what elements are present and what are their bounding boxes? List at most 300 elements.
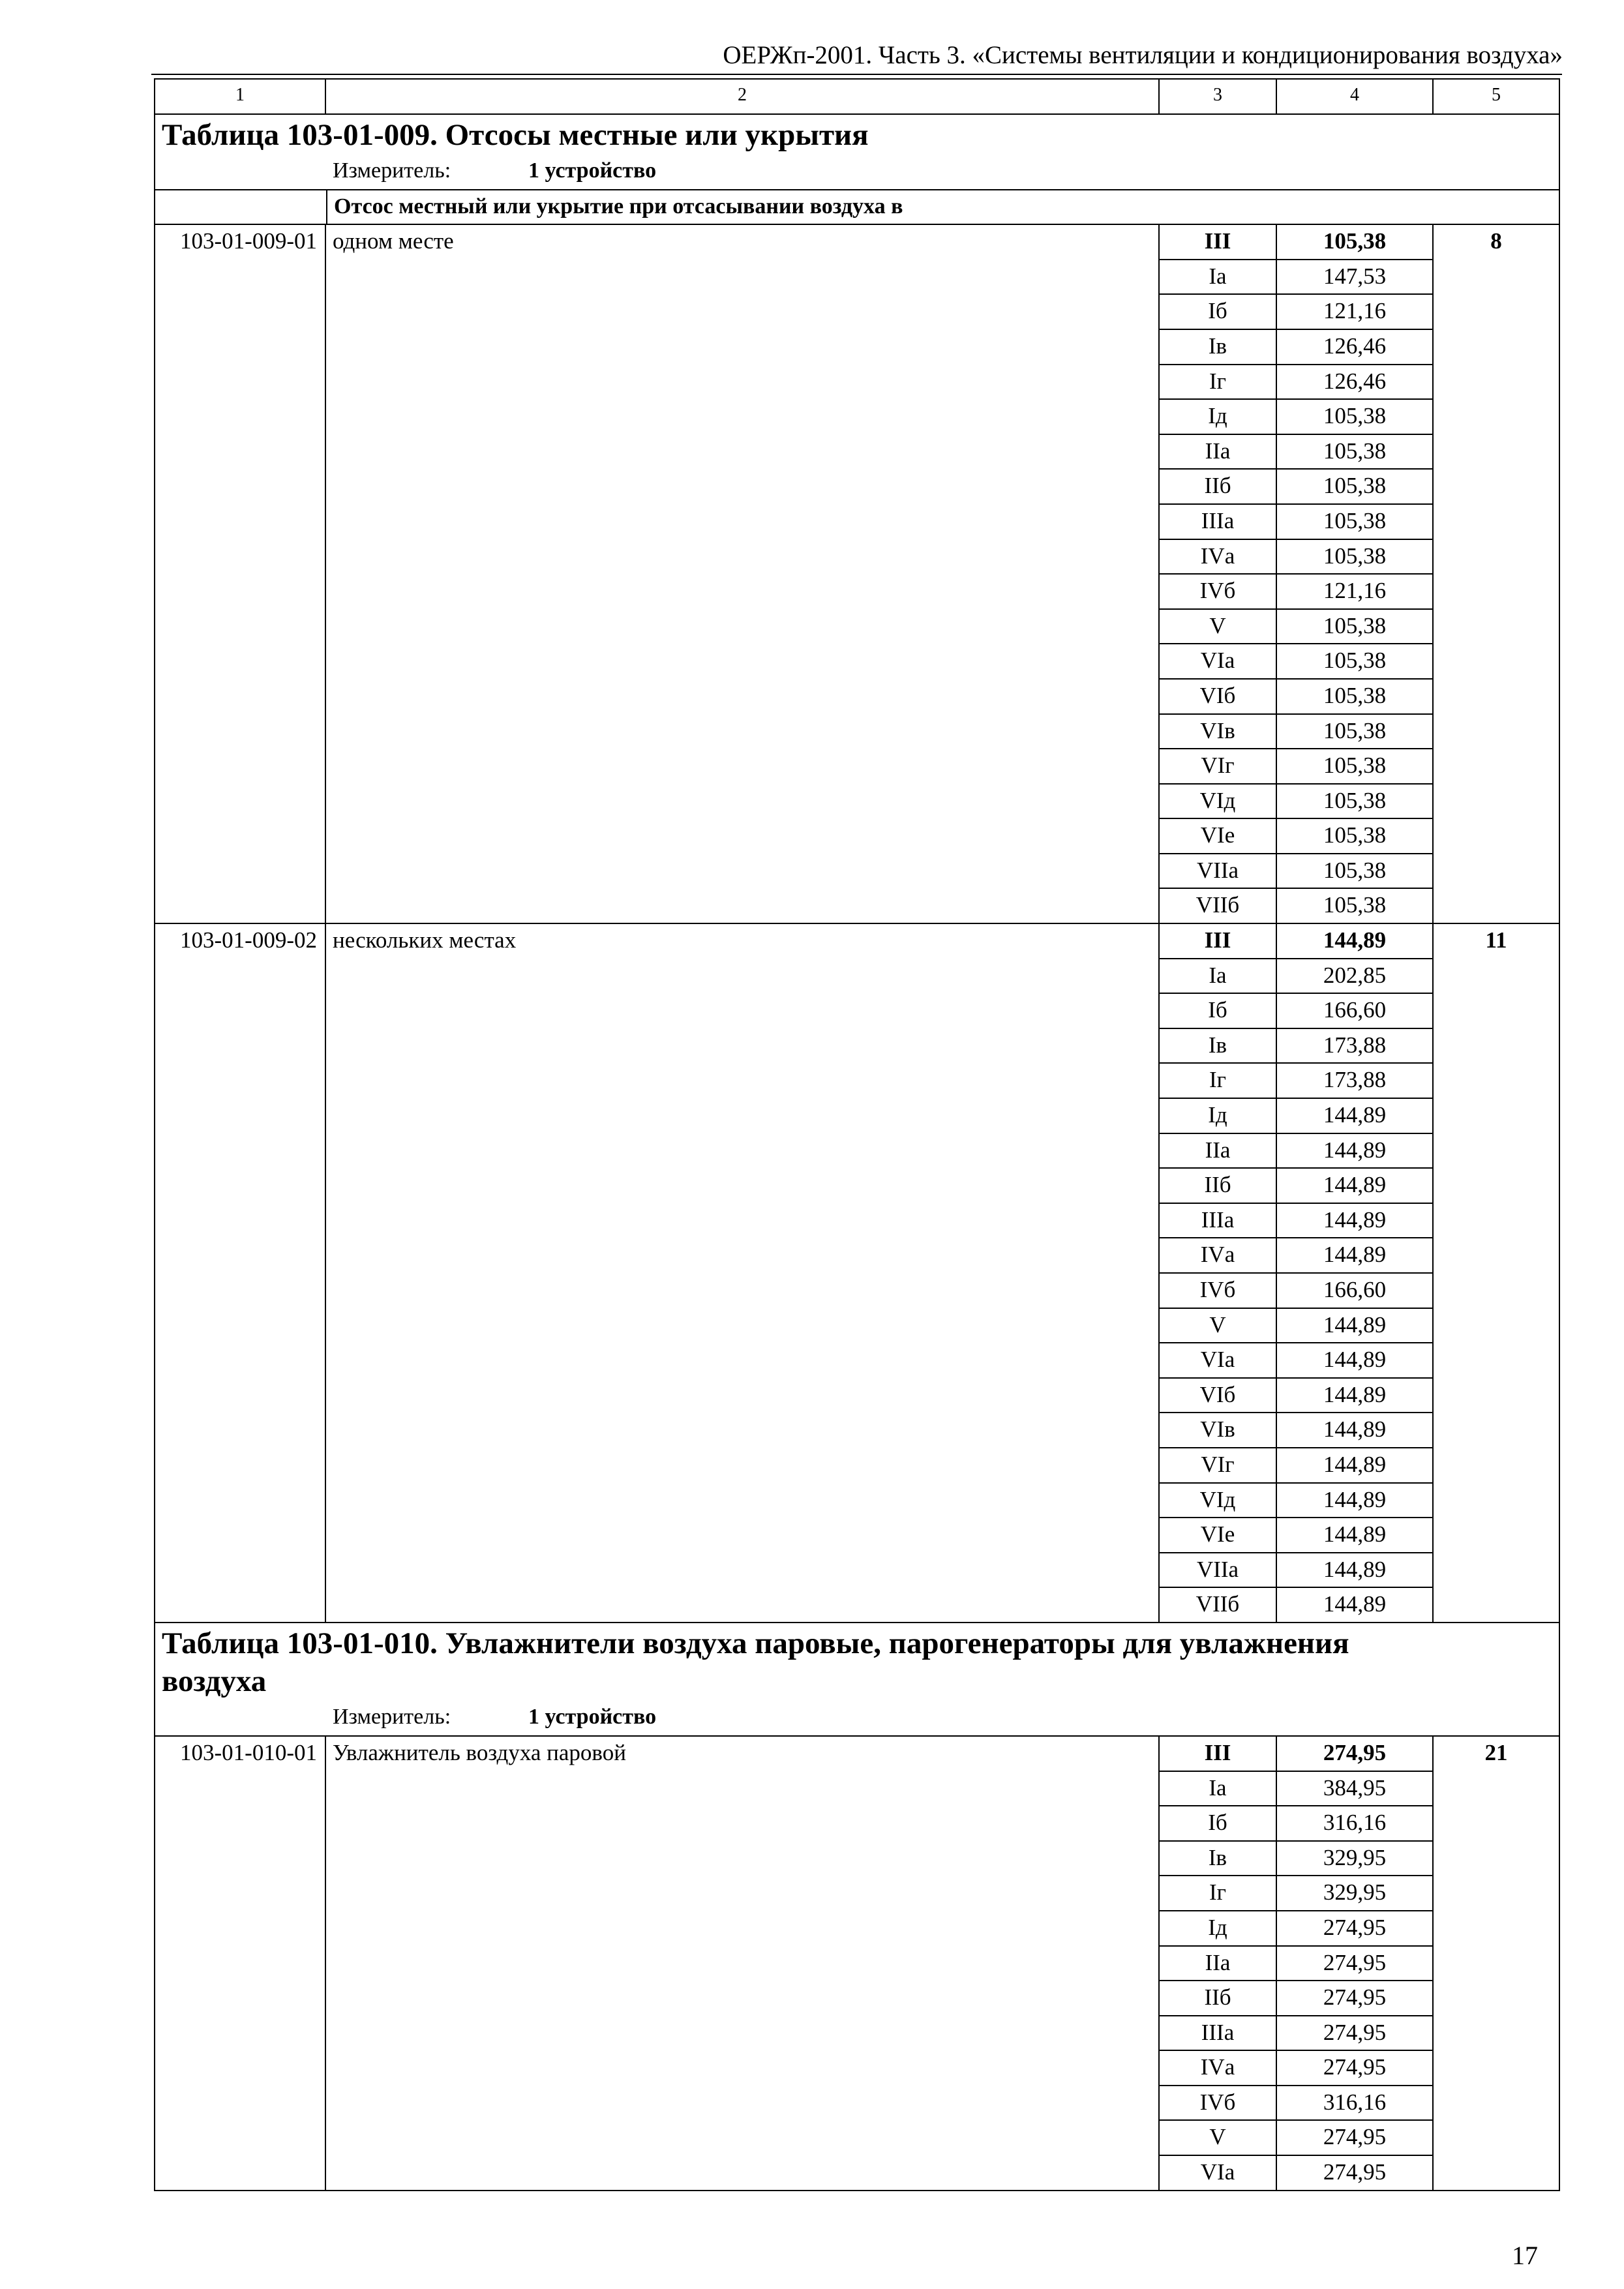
col5-cell bbox=[1432, 468, 1560, 503]
value-cell: 147,53 bbox=[1276, 259, 1432, 294]
item-name bbox=[325, 293, 1158, 329]
table-section-header bbox=[154, 1622, 1560, 1735]
item-name bbox=[325, 1308, 1158, 1343]
item-code bbox=[154, 1062, 325, 1098]
col5-cell bbox=[1432, 398, 1560, 434]
value-cell: 144,89 bbox=[1276, 1342, 1432, 1377]
zone-cell: III bbox=[1158, 923, 1276, 958]
item-code bbox=[154, 748, 325, 783]
item-name bbox=[325, 783, 1158, 818]
col5-cell bbox=[1432, 748, 1560, 783]
table-row bbox=[154, 923, 1560, 958]
col5-cell bbox=[1432, 1587, 1560, 1622]
item-name bbox=[325, 2085, 1158, 2120]
table-row bbox=[154, 1237, 1560, 1272]
value-cell: 274,95 bbox=[1276, 2155, 1432, 2190]
zone-cell: IVб bbox=[1158, 2085, 1276, 2120]
table-row bbox=[154, 1517, 1560, 1552]
zone-cell: IIа bbox=[1158, 434, 1276, 469]
item-code bbox=[154, 608, 325, 644]
value-cell: 105,38 bbox=[1276, 608, 1432, 644]
item-name bbox=[325, 748, 1158, 783]
value-cell: 274,95 bbox=[1276, 1735, 1432, 1771]
item-name bbox=[325, 1237, 1158, 1272]
zone-cell: IIа bbox=[1158, 1133, 1276, 1168]
table-row bbox=[154, 1735, 1560, 1771]
col5-cell: 11 bbox=[1432, 923, 1560, 958]
table-row bbox=[154, 1377, 1560, 1413]
item-block bbox=[154, 1735, 1560, 2190]
table-row bbox=[154, 434, 1560, 469]
item-code bbox=[154, 1945, 325, 1981]
value-cell: 105,38 bbox=[1276, 888, 1432, 923]
value-cell: 274,95 bbox=[1276, 2050, 1432, 2085]
col5-cell bbox=[1432, 1272, 1560, 1308]
table-row bbox=[154, 539, 1560, 574]
col5-cell bbox=[1432, 1840, 1560, 1876]
column-number: 4 bbox=[1276, 78, 1432, 113]
item-code bbox=[154, 2085, 325, 2120]
item-code bbox=[154, 1203, 325, 1238]
item-name bbox=[325, 573, 1158, 608]
zone-cell: VIа bbox=[1158, 643, 1276, 678]
item-name bbox=[325, 329, 1158, 364]
item-name bbox=[325, 678, 1158, 713]
item-code bbox=[154, 643, 325, 678]
item-name bbox=[325, 1805, 1158, 1840]
col5-cell bbox=[1432, 1805, 1560, 1840]
item-code bbox=[154, 888, 325, 923]
item-code bbox=[154, 1133, 325, 1168]
value-cell: 274,95 bbox=[1276, 1945, 1432, 1981]
table-row bbox=[154, 1875, 1560, 1910]
item-name bbox=[325, 1447, 1158, 1482]
col5-cell bbox=[1432, 1308, 1560, 1343]
col5-cell bbox=[1432, 608, 1560, 644]
zone-cell: VIд bbox=[1158, 783, 1276, 818]
item-code bbox=[154, 818, 325, 853]
col5-cell bbox=[1432, 2119, 1560, 2155]
zone-cell: Iд bbox=[1158, 1098, 1276, 1133]
table-row bbox=[154, 364, 1560, 399]
value-cell: 173,88 bbox=[1276, 1028, 1432, 1063]
table-row bbox=[154, 1028, 1560, 1063]
item-name bbox=[325, 1840, 1158, 1876]
table-row bbox=[154, 1412, 1560, 1447]
col5-cell bbox=[1432, 1098, 1560, 1133]
value-cell: 105,38 bbox=[1276, 853, 1432, 888]
item-code bbox=[154, 1272, 325, 1308]
table-row bbox=[154, 2119, 1560, 2155]
col5-cell bbox=[1432, 1552, 1560, 1587]
table-row bbox=[154, 293, 1560, 329]
zone-cell: VIб bbox=[1158, 1377, 1276, 1413]
value-cell: 329,95 bbox=[1276, 1875, 1432, 1910]
measure-value: 1 устройство bbox=[528, 158, 657, 183]
item-code bbox=[154, 1980, 325, 2015]
item-name bbox=[325, 1482, 1158, 1518]
zone-cell: VIIб bbox=[1158, 888, 1276, 923]
zone-cell: V bbox=[1158, 608, 1276, 644]
item-code bbox=[154, 1771, 325, 1806]
table-row bbox=[154, 1308, 1560, 1343]
zone-cell: IVа bbox=[1158, 539, 1276, 574]
zone-cell: Iа bbox=[1158, 259, 1276, 294]
col5-cell bbox=[1432, 1062, 1560, 1098]
item-code bbox=[154, 1167, 325, 1203]
item-code bbox=[154, 2155, 325, 2190]
item-code bbox=[154, 678, 325, 713]
table-section-header bbox=[154, 113, 1560, 189]
value-cell: 105,38 bbox=[1276, 539, 1432, 574]
column-number: 2 bbox=[325, 78, 1158, 113]
col5-cell bbox=[1432, 1447, 1560, 1482]
value-cell: 144,89 bbox=[1276, 1517, 1432, 1552]
table-row bbox=[154, 224, 1560, 259]
value-cell: 144,89 bbox=[1276, 1412, 1432, 1447]
item-name bbox=[325, 468, 1158, 503]
table-row bbox=[154, 1203, 1560, 1238]
zone-cell: VIIб bbox=[1158, 1587, 1276, 1622]
zone-cell: VIа bbox=[1158, 1342, 1276, 1377]
item-code bbox=[154, 398, 325, 434]
item-name bbox=[325, 1342, 1158, 1377]
item-code bbox=[154, 2015, 325, 2050]
item-name bbox=[325, 503, 1158, 539]
measure-value: 1 устройство bbox=[528, 1704, 657, 1729]
item-code: 103-01-009-02 bbox=[154, 923, 325, 958]
value-cell: 144,89 bbox=[1276, 1167, 1432, 1203]
item-name bbox=[325, 1203, 1158, 1238]
table-row bbox=[154, 468, 1560, 503]
value-cell: 144,89 bbox=[1276, 1552, 1432, 1587]
zone-cell: IIIа bbox=[1158, 2015, 1276, 2050]
zone-cell: IIб bbox=[1158, 468, 1276, 503]
item-name bbox=[325, 1377, 1158, 1413]
item-code bbox=[154, 503, 325, 539]
page-number: 17 bbox=[1512, 2241, 1538, 2270]
item-code bbox=[154, 1805, 325, 1840]
table-row bbox=[154, 853, 1560, 888]
item-code bbox=[154, 2119, 325, 2155]
item-name bbox=[325, 1062, 1158, 1098]
table-row bbox=[154, 1587, 1560, 1622]
zone-cell: VIа bbox=[1158, 2155, 1276, 2190]
item-name bbox=[325, 1028, 1158, 1063]
col5-cell bbox=[1432, 1342, 1560, 1377]
item-code bbox=[154, 1517, 325, 1552]
col5-cell bbox=[1432, 1517, 1560, 1552]
zone-cell: VIв bbox=[1158, 713, 1276, 749]
col5-cell bbox=[1432, 1203, 1560, 1238]
value-cell: 202,85 bbox=[1276, 958, 1432, 993]
value-cell: 105,38 bbox=[1276, 468, 1432, 503]
zone-cell: Iв bbox=[1158, 1840, 1276, 1876]
table-row bbox=[154, 1910, 1560, 1945]
item-name bbox=[325, 1098, 1158, 1133]
col5-cell bbox=[1432, 1167, 1560, 1203]
item-name bbox=[325, 1412, 1158, 1447]
zone-cell: Iд bbox=[1158, 398, 1276, 434]
item-name bbox=[325, 1980, 1158, 2015]
table-row bbox=[154, 503, 1560, 539]
zone-cell: Iв bbox=[1158, 1028, 1276, 1063]
zone-cell: VIг bbox=[1158, 1447, 1276, 1482]
zone-cell: VIIа bbox=[1158, 853, 1276, 888]
col5-cell bbox=[1432, 2155, 1560, 2190]
item-block bbox=[154, 923, 1560, 1622]
table-row bbox=[154, 259, 1560, 294]
zone-cell: Iа bbox=[1158, 1771, 1276, 1806]
col5-cell bbox=[1432, 783, 1560, 818]
zone-cell: V bbox=[1158, 2119, 1276, 2155]
zone-cell: Iб bbox=[1158, 1805, 1276, 1840]
item-code bbox=[154, 1910, 325, 1945]
table-row bbox=[154, 678, 1560, 713]
value-cell: 144,89 bbox=[1276, 1237, 1432, 1272]
col5-cell bbox=[1432, 1482, 1560, 1518]
table-row bbox=[154, 2085, 1560, 2120]
measure-label: Измеритель: bbox=[333, 158, 451, 183]
item-code bbox=[154, 259, 325, 294]
value-cell: 274,95 bbox=[1276, 2015, 1432, 2050]
col5-cell bbox=[1432, 678, 1560, 713]
item-code bbox=[154, 539, 325, 574]
item-name bbox=[325, 713, 1158, 749]
item-code bbox=[154, 1412, 325, 1447]
table-title bbox=[155, 1623, 1559, 1700]
col5-cell bbox=[1432, 1412, 1560, 1447]
table-bottom-rule bbox=[154, 2190, 1560, 2191]
col5-cell bbox=[1432, 2050, 1560, 2085]
col5-cell bbox=[1432, 818, 1560, 853]
item-name bbox=[325, 1910, 1158, 1945]
item-code: 103-01-010-01 bbox=[154, 1735, 325, 1771]
measure-label: Измеритель: bbox=[333, 1704, 451, 1729]
col5-cell bbox=[1432, 1028, 1560, 1063]
table-row bbox=[154, 398, 1560, 434]
value-cell: 384,95 bbox=[1276, 1771, 1432, 1806]
col5-cell bbox=[1432, 434, 1560, 469]
item-name bbox=[325, 1945, 1158, 1981]
value-cell: 274,95 bbox=[1276, 1910, 1432, 1945]
value-cell: 105,38 bbox=[1276, 643, 1432, 678]
item-name bbox=[325, 1771, 1158, 1806]
table-row bbox=[154, 2155, 1560, 2190]
value-cell: 144,89 bbox=[1276, 923, 1432, 958]
table-row bbox=[154, 2050, 1560, 2085]
item-name bbox=[325, 398, 1158, 434]
table-row bbox=[154, 608, 1560, 644]
value-cell: 105,38 bbox=[1276, 818, 1432, 853]
item-code bbox=[154, 1875, 325, 1910]
item-name bbox=[325, 434, 1158, 469]
zone-cell: Iа bbox=[1158, 958, 1276, 993]
item-name bbox=[325, 993, 1158, 1028]
value-cell: 144,89 bbox=[1276, 1098, 1432, 1133]
item-name bbox=[325, 2119, 1158, 2155]
value-cell: 144,89 bbox=[1276, 1133, 1432, 1168]
value-cell: 105,38 bbox=[1276, 398, 1432, 434]
item-code bbox=[154, 1482, 325, 1518]
value-cell: 126,46 bbox=[1276, 364, 1432, 399]
zone-cell: IIIа bbox=[1158, 503, 1276, 539]
table-row bbox=[154, 573, 1560, 608]
item-code bbox=[154, 993, 325, 1028]
item-name bbox=[325, 364, 1158, 399]
value-cell: 121,16 bbox=[1276, 573, 1432, 608]
table-row bbox=[154, 1062, 1560, 1098]
col5-cell bbox=[1432, 259, 1560, 294]
item-name bbox=[325, 1875, 1158, 1910]
table-row bbox=[154, 1167, 1560, 1203]
item-code bbox=[154, 434, 325, 469]
table-row bbox=[154, 1482, 1560, 1518]
table-row bbox=[154, 1980, 1560, 2015]
item-name bbox=[325, 853, 1158, 888]
col5-cell bbox=[1432, 1133, 1560, 1168]
table-row bbox=[154, 1098, 1560, 1133]
item-name bbox=[325, 2015, 1158, 2050]
item-code bbox=[154, 293, 325, 329]
value-cell: 144,89 bbox=[1276, 1482, 1432, 1518]
item-code bbox=[154, 1840, 325, 1876]
subheading: Отсос местный или укрытие при отсасывании воздуха в bbox=[326, 190, 1559, 224]
value-cell: 144,89 bbox=[1276, 1308, 1432, 1343]
col5-cell bbox=[1432, 293, 1560, 329]
zone-cell: Iв bbox=[1158, 329, 1276, 364]
running-header: ОЕРЖп-2001. Часть 3. «Системы вентиляции и кондиционирования воздуха» bbox=[723, 41, 1563, 69]
table-row bbox=[154, 1945, 1560, 1981]
value-cell: 166,60 bbox=[1276, 1272, 1432, 1308]
col5-cell bbox=[1432, 503, 1560, 539]
item-name bbox=[325, 888, 1158, 923]
value-cell: 144,89 bbox=[1276, 1447, 1432, 1482]
item-name bbox=[325, 1517, 1158, 1552]
table-row bbox=[154, 1272, 1560, 1308]
table-row bbox=[154, 713, 1560, 749]
item-code bbox=[154, 713, 325, 749]
item-code bbox=[154, 1098, 325, 1133]
table-row bbox=[154, 888, 1560, 923]
col5-cell bbox=[1432, 2085, 1560, 2120]
zone-cell: VIг bbox=[1158, 748, 1276, 783]
zone-cell: Iг bbox=[1158, 1875, 1276, 1910]
item-block bbox=[154, 224, 1560, 923]
zone-cell: Iг bbox=[1158, 364, 1276, 399]
value-cell: 173,88 bbox=[1276, 1062, 1432, 1098]
col5-cell bbox=[1432, 1237, 1560, 1272]
item-name bbox=[325, 2050, 1158, 2085]
item-code bbox=[154, 573, 325, 608]
col5-cell bbox=[1432, 1910, 1560, 1945]
zone-cell: IVб bbox=[1158, 573, 1276, 608]
price-table bbox=[154, 78, 1560, 2191]
col5-cell bbox=[1432, 1771, 1560, 1806]
zone-cell: V bbox=[1158, 1308, 1276, 1343]
column-number: 5 bbox=[1432, 78, 1560, 113]
value-cell: 105,38 bbox=[1276, 783, 1432, 818]
col5-cell bbox=[1432, 573, 1560, 608]
col5-cell: 8 bbox=[1432, 224, 1560, 259]
item-name: Увлажнитель воздуха паровой bbox=[325, 1735, 1158, 1771]
table-title-line: воздуха bbox=[162, 1664, 267, 1698]
table-row bbox=[154, 1840, 1560, 1876]
zone-cell: Iб bbox=[1158, 993, 1276, 1028]
item-code bbox=[154, 1552, 325, 1587]
col5-cell bbox=[1432, 1875, 1560, 1910]
zone-cell: VIIа bbox=[1158, 1552, 1276, 1587]
column-numbers-row bbox=[154, 78, 1560, 113]
item-name bbox=[325, 1167, 1158, 1203]
zone-cell: IIб bbox=[1158, 1980, 1276, 2015]
measure-line bbox=[155, 154, 1559, 189]
zone-cell: VIд bbox=[1158, 1482, 1276, 1518]
zone-cell: VIе bbox=[1158, 1517, 1276, 1552]
value-cell: 316,16 bbox=[1276, 1805, 1432, 1840]
item-name bbox=[325, 1587, 1158, 1622]
col5-cell bbox=[1432, 853, 1560, 888]
col5-cell bbox=[1432, 364, 1560, 399]
zone-cell: IVа bbox=[1158, 1237, 1276, 1272]
zone-cell: IIIа bbox=[1158, 1203, 1276, 1238]
item-name bbox=[325, 2155, 1158, 2190]
table-row bbox=[154, 643, 1560, 678]
table-row bbox=[154, 1447, 1560, 1482]
zone-cell: VIе bbox=[1158, 818, 1276, 853]
item-code bbox=[154, 958, 325, 993]
item-code bbox=[154, 1447, 325, 1482]
item-name bbox=[325, 608, 1158, 644]
table-row bbox=[154, 818, 1560, 853]
zone-cell: Iб bbox=[1158, 293, 1276, 329]
item-code: 103-01-009-01 bbox=[154, 224, 325, 259]
item-name: нескольких местах bbox=[325, 923, 1158, 958]
col5-cell bbox=[1432, 1945, 1560, 1981]
item-name bbox=[325, 1552, 1158, 1587]
value-cell: 105,38 bbox=[1276, 503, 1432, 539]
value-cell: 274,95 bbox=[1276, 2119, 1432, 2155]
value-cell: 105,38 bbox=[1276, 678, 1432, 713]
item-code bbox=[154, 853, 325, 888]
value-cell: 126,46 bbox=[1276, 329, 1432, 364]
subheading-spacer bbox=[155, 190, 326, 224]
zone-cell: III bbox=[1158, 1735, 1276, 1771]
item-code bbox=[154, 1342, 325, 1377]
value-cell: 105,38 bbox=[1276, 748, 1432, 783]
value-cell: 105,38 bbox=[1276, 224, 1432, 259]
item-name bbox=[325, 1272, 1158, 1308]
table-row bbox=[154, 958, 1560, 993]
item-name bbox=[325, 259, 1158, 294]
item-name bbox=[325, 539, 1158, 574]
col5-cell: 21 bbox=[1432, 1735, 1560, 1771]
col5-cell bbox=[1432, 539, 1560, 574]
table-title-line: Таблица 103-01-010. Увлажнители воздуха паровые, парогенераторы для увлажнения bbox=[162, 1626, 1349, 1660]
item-code bbox=[154, 1377, 325, 1413]
item-code bbox=[154, 1028, 325, 1063]
value-cell: 144,89 bbox=[1276, 1377, 1432, 1413]
item-code bbox=[154, 1587, 325, 1622]
value-cell: 144,89 bbox=[1276, 1587, 1432, 1622]
col5-cell bbox=[1432, 888, 1560, 923]
column-number: 1 bbox=[154, 78, 325, 113]
column-number: 3 bbox=[1158, 78, 1276, 113]
item-name bbox=[325, 1133, 1158, 1168]
value-cell: 316,16 bbox=[1276, 2085, 1432, 2120]
item-name bbox=[325, 958, 1158, 993]
col5-cell bbox=[1432, 329, 1560, 364]
